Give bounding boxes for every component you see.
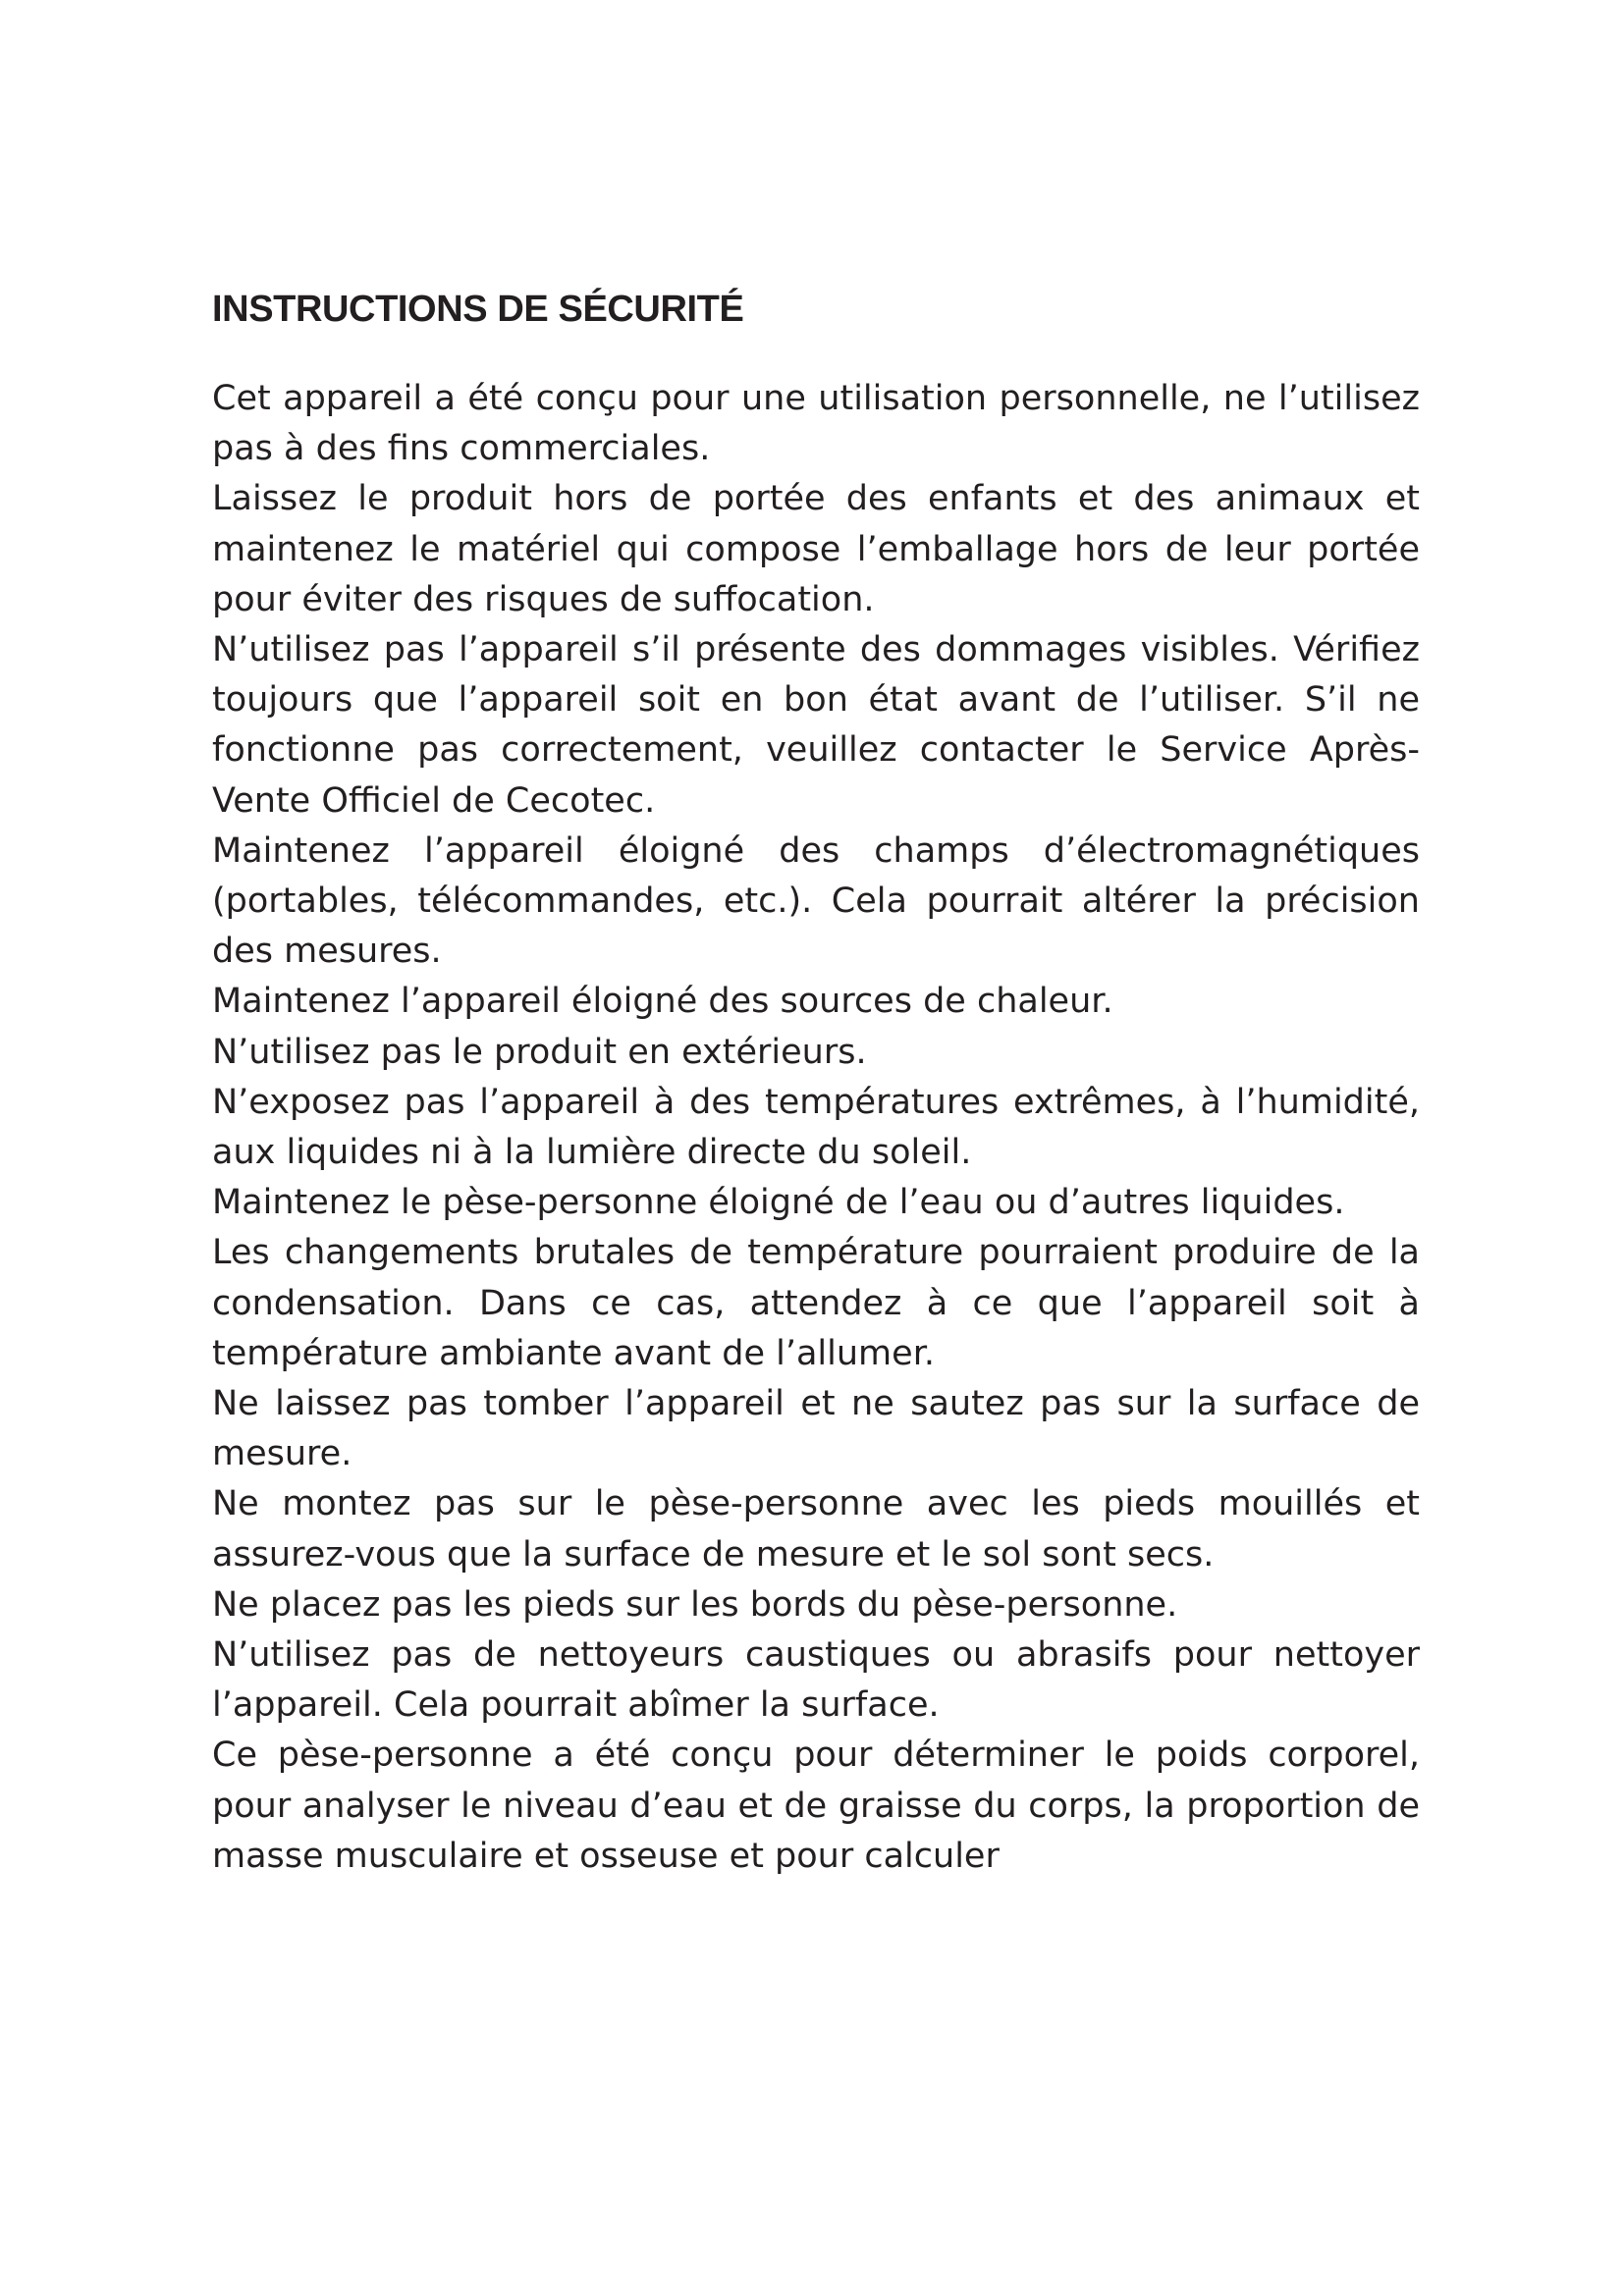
paragraph-intended-use: Ce pèse-personne a été conçu pour déterminer le poids corporel, pour analyser le niveau d’eau et de graisse du corps, la proportion de masse musculaire et osseuse et pour calculer [212,1735,1420,1876]
paragraph-visible-damage: N’utilisez pas l’appareil s’il présente des dommages visibles. Vérifiez toujours que l’appareil soit en bon état avant de l’utiliser. S’il ne fonctionne pas correctement, veuillez contacter le Service Après-Vente Officiel de Cecotec. [212,630,1420,821]
paragraph-children-animals: Laissez le produit hors de portée des enfants et des animaux et maintenez le matériel qui compose l’emballage hors de leur portée pour éviter des risques de suffocation. [212,479,1420,619]
paragraph-cleaning: N’utilisez pas de nettoyeurs caustiques ou abrasifs pour nettoyer l’appareil. Cela pourrait abîmer la surface. [212,1635,1420,1726]
paragraph-condensation: Les changements brutales de température pourraient produire de la condensation. Dans ce cas, attendez à ce que l’appareil soit à température ambiante avant de l’allumer. [212,1233,1420,1373]
paragraph-wet-feet: Ne montez pas sur le pèse-personne avec les pieds mouillés et assurez-vous que la surface de mesure et le sol sont secs. [212,1484,1420,1575]
paragraph-personal-use: Cet appareil a été conçu pour une utilisation personnelle, ne l’utilisez pas à des fins commerciales. [212,379,1420,469]
paragraph-electromagnetic-fields: Maintenez l’appareil éloigné des champs d’électromagnétiques (portables, télécommandes, etc.). Cela pourrait altérer la précision des mesures. [212,830,1420,972]
paragraph-heat-sources: Maintenez l’appareil éloigné des sources de chaleur. [212,982,1113,1022]
paragraph-dropping-jumping: Ne laissez pas tomber l’appareil et ne sautez pas sur la surface de mesure. [212,1384,1420,1474]
safety-instructions-body [212,374,1420,1882]
paragraph-feet-on-edges: Ne placez pas les pieds sur les bords du pèse-personne. [212,1584,1178,1625]
section-title: INSTRUCTIONS DE SÉCURITÉ [212,289,744,330]
paragraph-outdoor-use: N’utilisez pas le produit en extérieurs. [212,1032,867,1072]
paragraph-water-liquids: Maintenez le pèse-personne éloigné de l’eau ou d’autres liquides. [212,1183,1345,1223]
paragraph-extreme-temperatures: N’exposez pas l’appareil à des températures extrêmes, à l’humidité, aux liquides ni à la lumière directe du soleil. [212,1082,1420,1173]
